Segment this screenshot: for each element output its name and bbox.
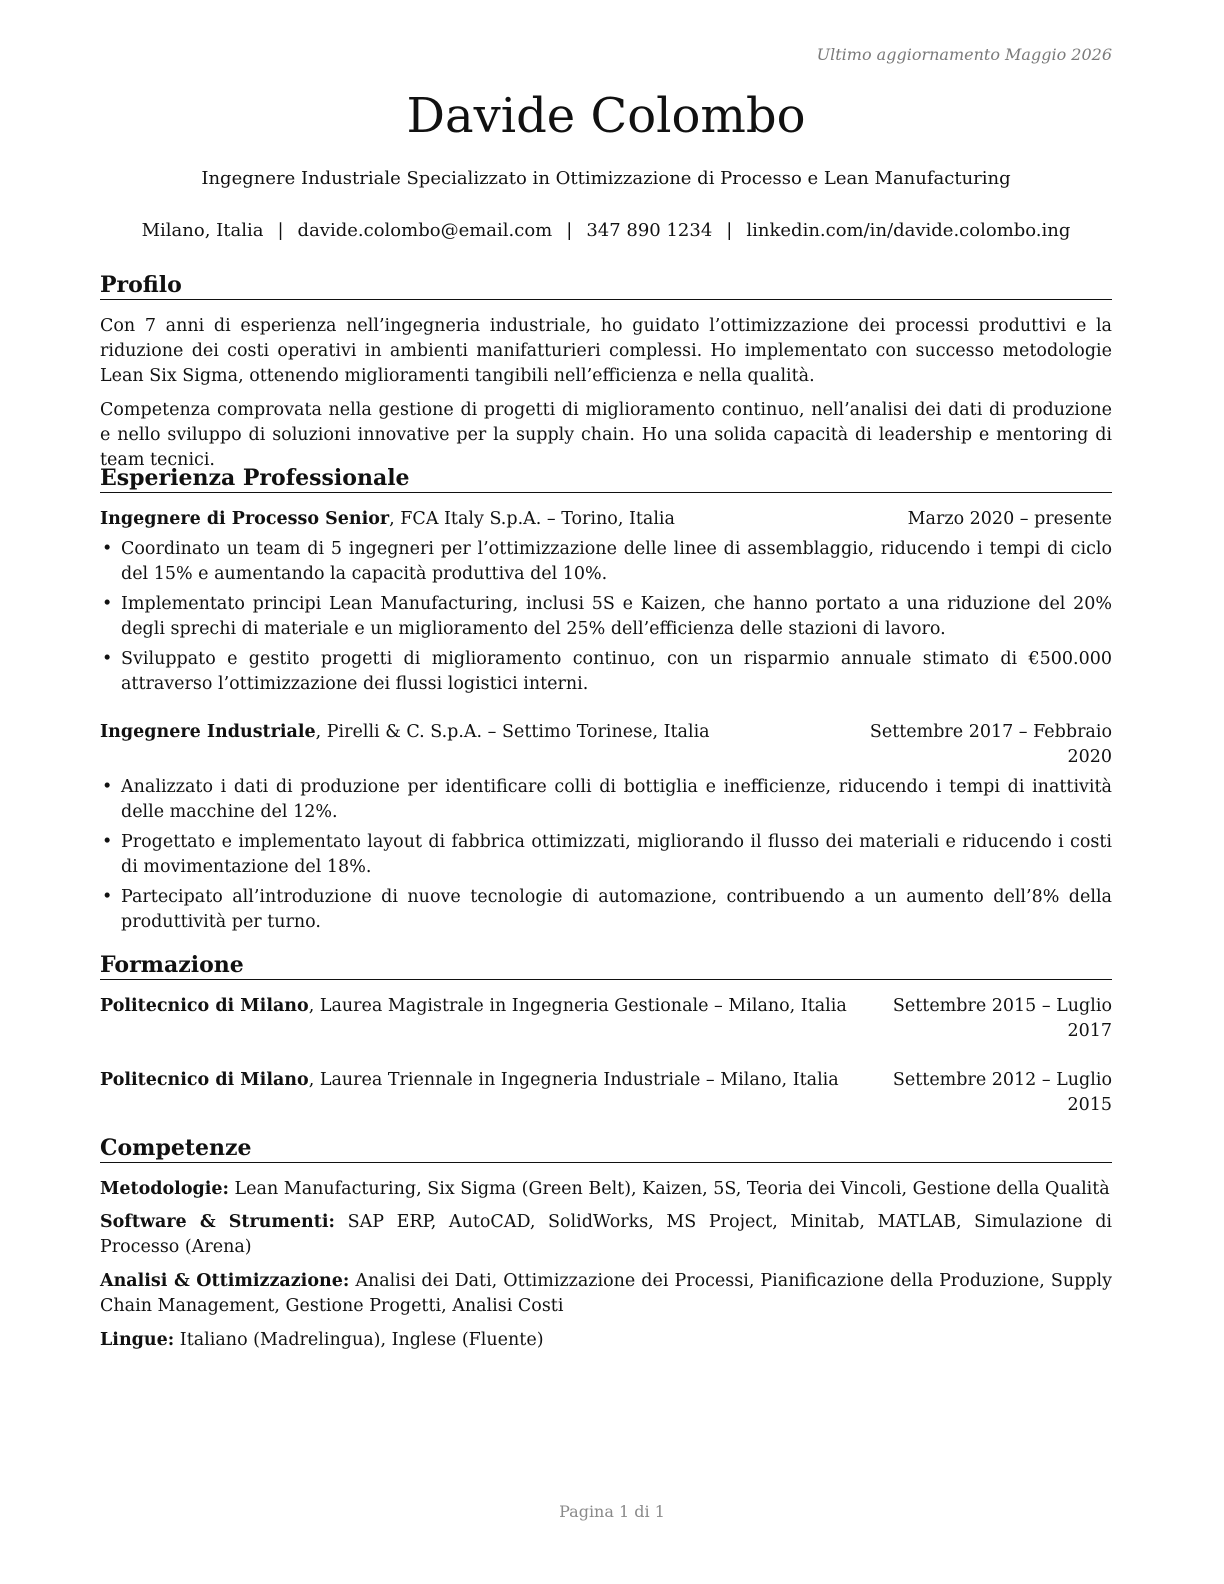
skill-row [100,1177,1112,1202]
skill-label: Metodologie: [100,1179,229,1199]
list-item: • Progettato e implementato layout di fabbrica ottimizzati, migliorando il flusso dei materiali e riducendo i costi di movimentazione del 18%. [100,830,1112,880]
skill-value: Italiano (Madrelingua), Inglese (Fluente) [174,1330,544,1350]
skill-row [100,1210,1112,1260]
contact-phone: 347 890 1234 [586,220,713,241]
skill-label: Lingue: [100,1330,175,1350]
section-title-skills: Competenze [100,1134,1112,1163]
education-school: Politecnico di Milano [100,1070,309,1090]
job-dates: Marzo 2020 – presente [907,509,1112,529]
list-item: • Coordinato un team di 5 ingegneri per l’ottimizzazione delle linee di assemblaggio, riducendo i tempi di ciclo del 15% e aumentando la capacità produttiva del 10%. [100,537,1112,587]
candidate-name: Davide Colombo [406,88,806,144]
education-dates: Settembre 2012 – Luglio 2015 [892,1070,1112,1115]
education-school: Politecnico di Milano [100,996,309,1016]
skill-value: Analisi dei Dati, Ottimizzazione dei Processi, Pianificazione della Produzione, Supply Chain Management, Gestione Progetti, Analisi Costi [100,1271,1112,1316]
contact-location: Milano, Italia [141,220,264,241]
skill-value: Lean Manufacturing, Six Sigma (Green Belt), Kaizen, 5S, Teoria dei Vincoli, Gestione della Qualità [228,1179,1110,1199]
job-role: Ingegnere Industriale [100,722,316,742]
page-number: Pagina 1 di 1 [559,1502,665,1521]
job-dates: Settembre 2017 – Febbraio 2020 [869,722,1112,767]
job-company: , Pirelli & C. S.p.A. – Settimo Torinese, Italia [315,722,710,742]
profile-paragraph: Con 7 anni di esperienza nell’ingegneria industriale, ho guidato l’ottimizzazione dei processi produttivi e la riduzione dei costi operativi in ambienti manifatturieri complessi. Ho implementato con successo metodologie Lean Six Sigma, ottenendo miglioramenti tangibili nell’efficienza e nella qualità. [100,316,1112,386]
list-item: • Partecipato all’introduzione di nuove tecnologie di automazione, contribuendo a un aumento dell’8% della produttività per turno. [100,885,1112,935]
job-role: Ingegnere di Processo Senior [100,509,390,529]
profile-paragraph: Competenza comprovata nella gestione di progetti di miglioramento continuo, nell’analisi dei dati di produzione e nello sviluppo di soluzioni innovative per la supply chain. Ho una solida capacità di leadership e mentoring di team tecnici. [100,400,1112,470]
skill-row [100,1328,1112,1353]
section-title-experience: Esperienza Professionale [100,464,1112,493]
contact-email[interactable]: davide.colombo@email.com [297,220,553,241]
contact-separator: | [566,220,573,241]
last-updated: Ultimo aggiornamento Maggio 2026 [816,45,1112,64]
list-item: • Analizzato i dati di produzione per identificare colli di bottiglia e inefficienze, riducendo i tempi di inattività delle macchine del 12%. [100,775,1112,825]
candidate-subtitle: Ingegnere Industriale Specializzato in Ottimizzazione di Processo e Lean Manufacturing [201,168,1011,189]
skill-label: Software & Strumenti: [100,1212,335,1232]
education-degree: , Laurea Magistrale in Ingegneria Gestionale – Milano, Italia [308,996,847,1016]
job-company: , FCA Italy S.p.A. – Torino, Italia [389,509,675,529]
education-dates: Settembre 2015 – Luglio 2017 [892,996,1112,1041]
contact-separator: | [277,220,284,241]
skill-row [100,1269,1112,1319]
contact-separator: | [726,220,733,241]
section-title-profile: Profilo [100,271,1112,300]
section-title-education: Formazione [100,951,1112,980]
list-item: • Implementato principi Lean Manufacturing, inclusi 5S e Kaizen, che hanno portato a una riduzione del 20% degli sprechi di materiale e un miglioramento del 25% dell’efficienza delle stazioni di lavoro. [100,592,1112,642]
list-item: • Sviluppato e gestito progetti di miglioramento continuo, con un risparmio annuale stimato di €500.000 attraverso l’ottimizzazione dei flussi logistici interni. [100,647,1112,697]
skill-value: SAP ERP, AutoCAD, SolidWorks, MS Project, Minitab, MATLAB, Simulazione di Processo (Arena) [100,1212,1112,1257]
contact-linkedin[interactable]: linkedin.com/in/davide.colombo.ing [746,220,1071,241]
education-degree: , Laurea Triennale in Ingegneria Industriale – Milano, Italia [308,1070,839,1090]
skill-label: Analisi & Ottimizzazione: [100,1271,350,1291]
job-bullets [100,775,1112,940]
contact-line [100,218,1112,244]
job-bullets [100,537,1112,702]
